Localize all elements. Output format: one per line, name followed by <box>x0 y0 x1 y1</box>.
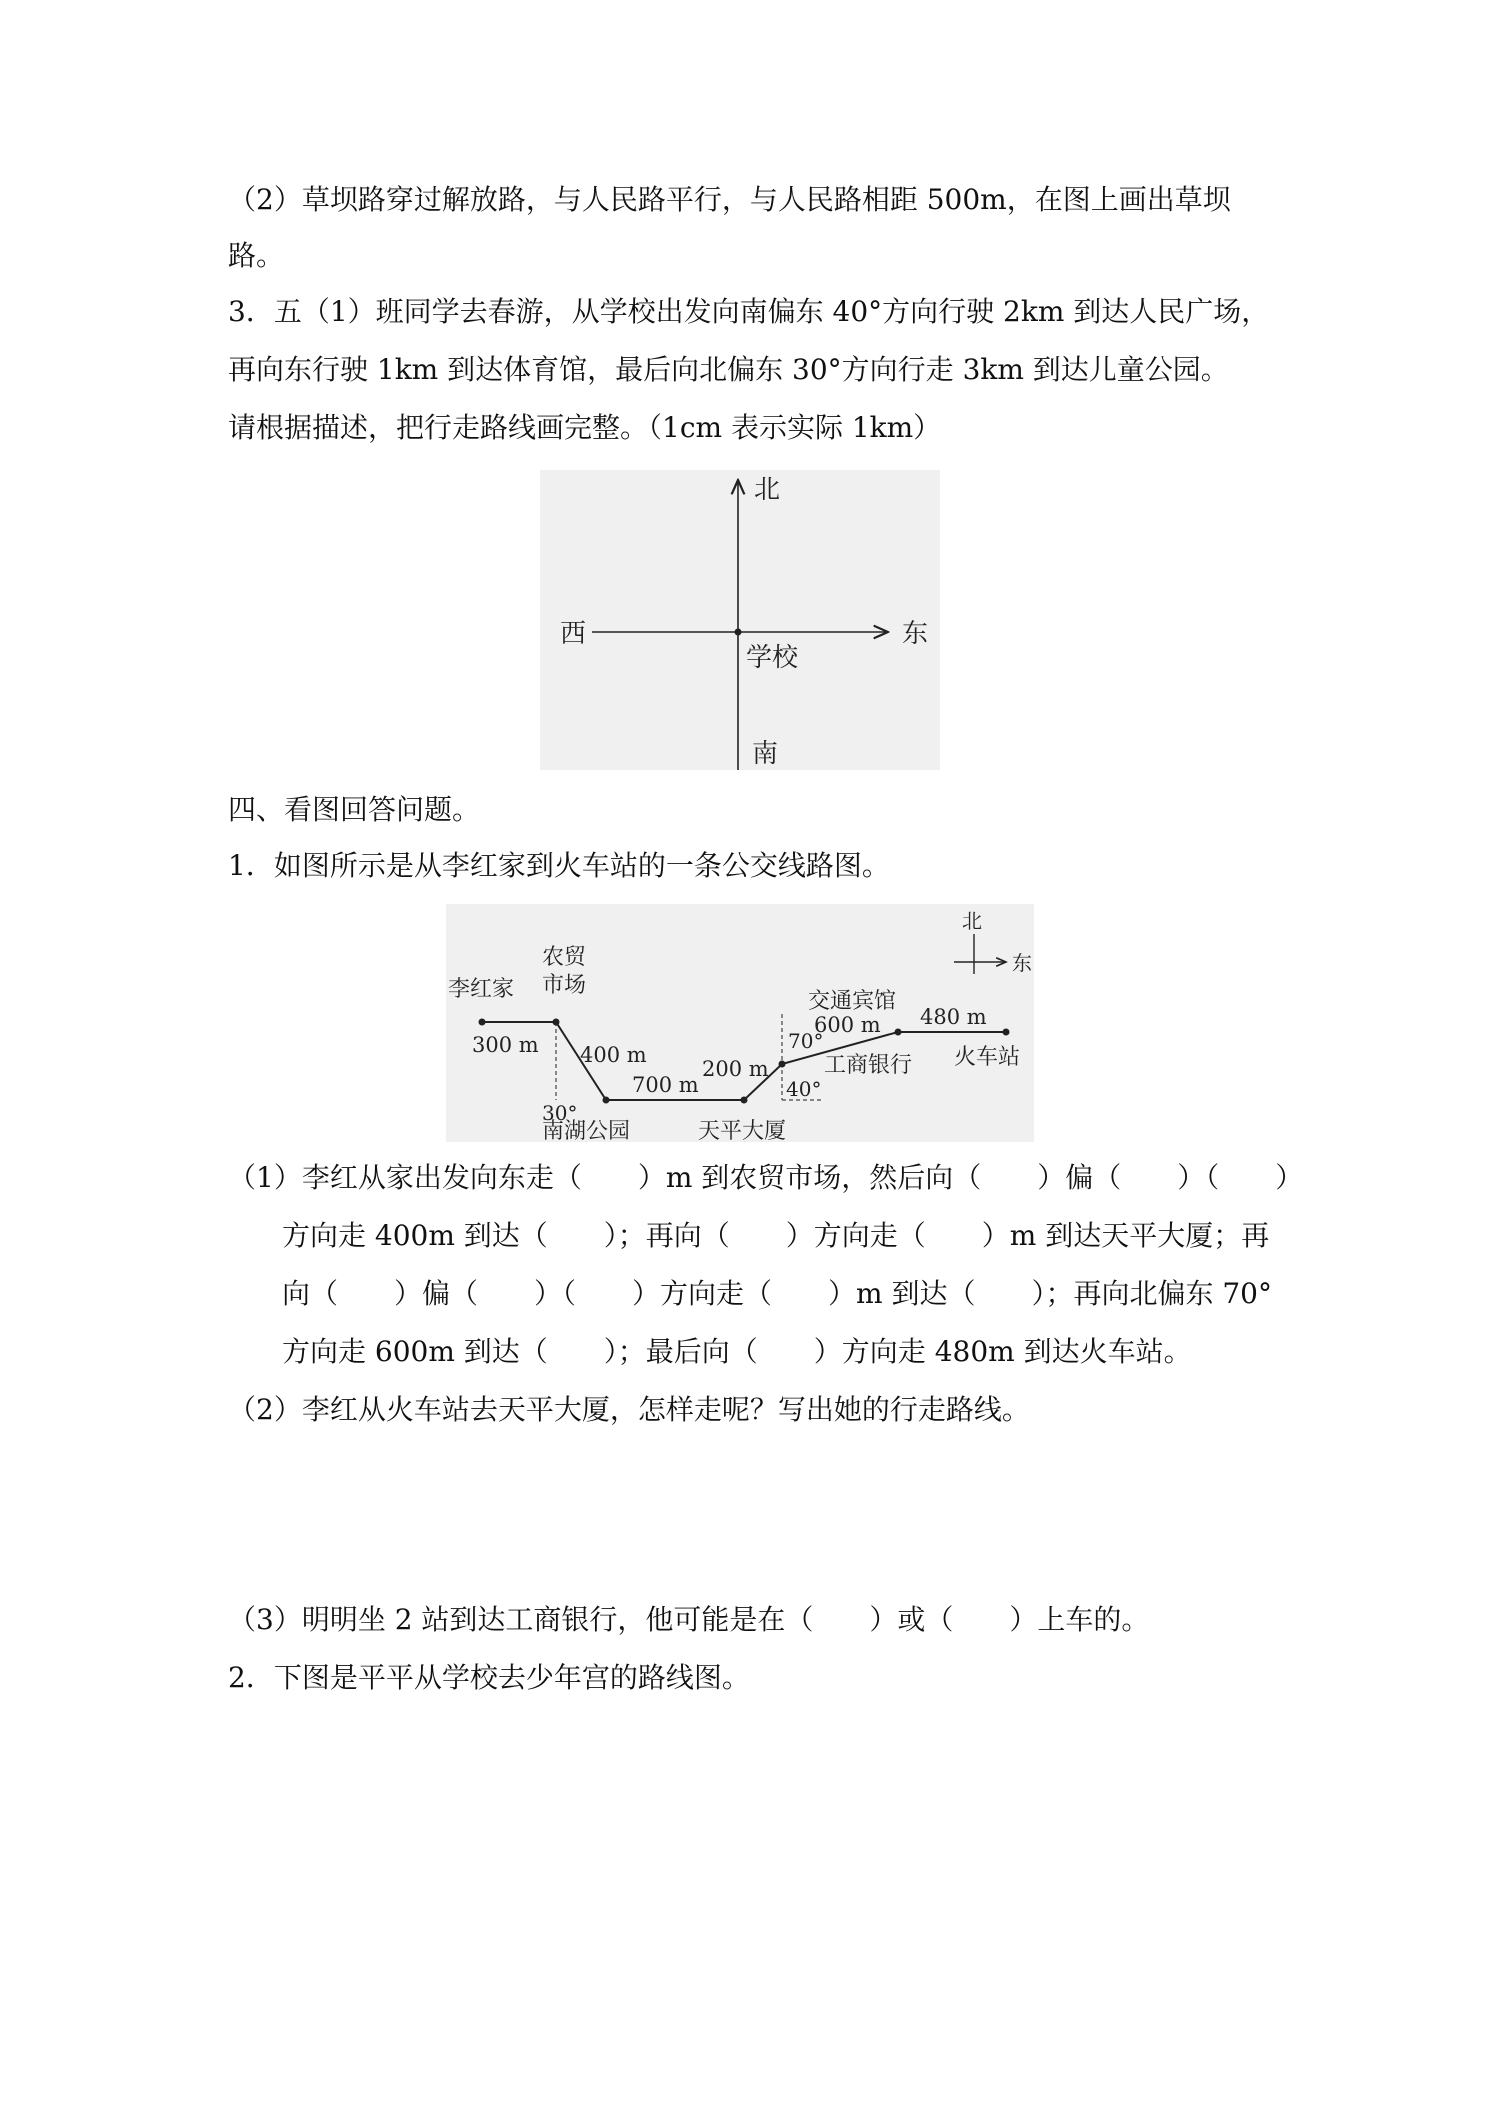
stop-tower <box>741 1097 748 1104</box>
q1-title: 1．如图所示是从李红家到火车站的一条公交线路图。 <box>228 849 890 882</box>
angle-70: 70° <box>788 1029 824 1053</box>
distance-600: 600 m <box>814 1013 881 1037</box>
stop-bank <box>779 1061 786 1068</box>
distance-400: 400 m <box>580 1043 647 1067</box>
stop-park <box>603 1097 610 1104</box>
stop-hotel <box>895 1029 902 1036</box>
sub1-line4: 方向走 600m 到达（ ）；最后向（ ）方向走 480m 到达火车站。 <box>282 1335 1192 1368</box>
sub3-question: （3）明明坐 2 站到达工商银行，他可能是在（ ）或（ ）上车的。 <box>228 1603 1150 1636</box>
bank-label: 工商银行 <box>824 1053 913 1078</box>
compass-north-label: 北 <box>962 909 982 933</box>
tower-label: 天平大厦 <box>698 1119 787 1142</box>
station-label: 火车站 <box>954 1045 1021 1070</box>
west-label: 西 <box>560 619 587 649</box>
market-label-line1: 农贸 <box>542 945 587 970</box>
q3-text-line3: 请根据描述，把行走路线画完整。（1cm 表示实际 1km） <box>228 411 942 444</box>
stop-home <box>479 1019 486 1026</box>
sub1-line2: 方向走 400m 到达（ ）；再向（ ）方向走（ ）m 到达天平大厦；再 <box>282 1219 1270 1252</box>
distance-200: 200 m <box>702 1057 769 1081</box>
park-label: 南湖公园 <box>542 1119 631 1142</box>
angle-40: 40° <box>786 1077 822 1101</box>
stop-market <box>553 1019 560 1026</box>
q2-text-line2: 路。 <box>228 239 285 272</box>
distance-480: 480 m <box>920 1005 987 1029</box>
sub2-question: （2）李红从火车站去天平大厦，怎样走呢？写出她的行走路线。 <box>228 1393 1030 1426</box>
sub1-line3: 向（ ）偏（ ）（ ）方向走（ ）m 到达（ ）；再向北偏东 70° <box>282 1277 1272 1310</box>
q3-text-line1: 3．五（1）班同学去春游，从学校出发向南偏东 40°方向行驶 2km 到达人民广场， <box>228 295 1270 328</box>
q2-text-line1: （2）草坝路穿过解放路，与人民路平行，与人民路相距 500m，在图上画出草坝 <box>228 183 1231 216</box>
east-label: 东 <box>902 619 929 649</box>
section-heading: 四、看图回答问题。 <box>228 793 481 826</box>
school-label: 学校 <box>746 643 799 673</box>
q3-text-line2: 再向东行驶 1km 到达体育馆，最后向北偏东 30°方向行走 3km 到达儿童公园。 <box>228 353 1229 386</box>
q2-title: 2．下图是平平从学校去少年宫的路线图。 <box>228 1661 750 1694</box>
sub1-line1: （1）李红从家出发向东走（ ）m 到农贸市场，然后向（ ）偏（ ）（ ） <box>228 1161 1304 1194</box>
compass-east-label: 东 <box>1012 951 1032 975</box>
market-label-line2: 市场 <box>542 973 587 998</box>
bus-route-figure <box>446 904 1034 1142</box>
home-label: 李红家 <box>448 977 515 1002</box>
hotel-label: 交通宾馆 <box>808 989 897 1014</box>
distance-700: 700 m <box>632 1073 699 1097</box>
compass-figure <box>540 470 940 770</box>
angle-30: 30° <box>542 1101 578 1125</box>
stop-station <box>1003 1029 1010 1036</box>
north-label: 北 <box>754 475 781 505</box>
south-label: 南 <box>752 739 779 769</box>
school-point <box>735 629 742 636</box>
distance-300: 300 m <box>472 1033 539 1057</box>
